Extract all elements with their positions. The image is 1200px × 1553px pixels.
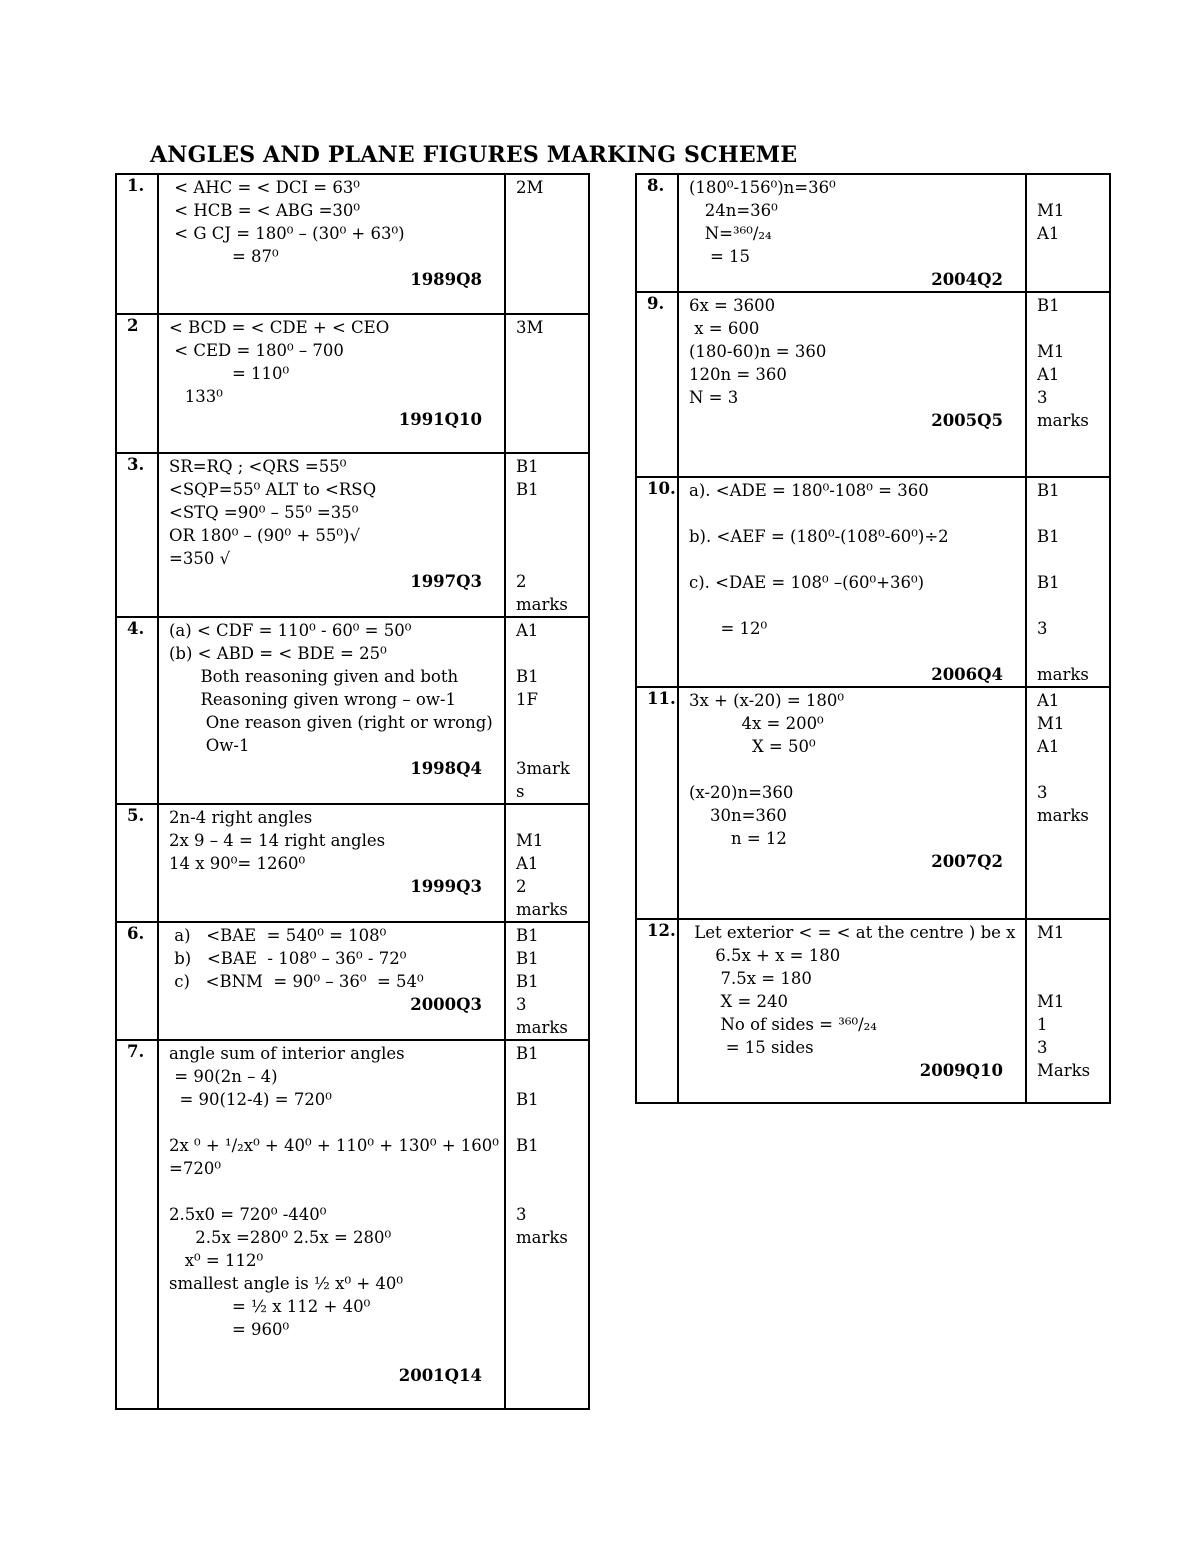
working-line — [689, 502, 1025, 525]
mark-entry — [1037, 967, 1109, 990]
working-cell — [158, 174, 505, 314]
working-cell — [158, 922, 505, 1040]
working-line: 2.5x =280⁰ 2.5x = 280⁰ — [169, 1228, 392, 1247]
working-line — [689, 758, 1025, 781]
marking-table-right — [635, 173, 1111, 1104]
mark-entry: 3mark — [516, 759, 570, 778]
working-line: x⁰ = 112⁰ — [169, 1251, 264, 1270]
working-line: < G CJ = 180⁰ – (30⁰ + 63⁰) — [169, 224, 405, 243]
working-line: No of sides = ³⁶⁰/₂₄ — [689, 1015, 877, 1034]
working-line: (180-60)n = 360 — [689, 342, 827, 361]
working-line: smallest angle is ½ x⁰ + 40⁰ — [169, 1274, 403, 1293]
working-line: 14 x 90⁰= 1260⁰ — [169, 854, 306, 873]
mark-entry: A1 — [1037, 224, 1060, 243]
working-cell — [158, 314, 505, 453]
question-number: 10. — [636, 477, 678, 687]
mark-entry: B1 — [516, 949, 539, 968]
table-row — [636, 477, 1110, 687]
mark-entry: B1 — [516, 1044, 539, 1063]
table-row — [116, 174, 589, 314]
question-number: 8. — [636, 174, 678, 292]
working-line — [169, 1111, 504, 1134]
working-cell — [678, 292, 1026, 477]
marks-cell — [505, 1040, 589, 1409]
working-line: < AHC = < DCI = 63⁰ — [169, 178, 360, 197]
working-line — [169, 1341, 504, 1364]
mark-entry — [516, 547, 588, 570]
working-line: n = 12 — [689, 829, 787, 848]
table-row — [116, 804, 589, 922]
marks-cell — [505, 174, 589, 314]
mark-entry — [1037, 758, 1109, 781]
mark-entry: A1 — [1037, 691, 1060, 710]
working-line: <SQP=55⁰ ALT to <RSQ — [169, 480, 377, 499]
mark-entry: marks — [1037, 806, 1089, 825]
table-row — [116, 922, 589, 1040]
working-cell — [678, 477, 1026, 687]
working-line: a) <BAE = 540⁰ = 108⁰ — [169, 926, 387, 945]
mark-entry: A1 — [516, 854, 539, 873]
working-line: 2.5x0 = 720⁰ -440⁰ — [169, 1205, 327, 1224]
question-number: 7. — [116, 1040, 158, 1409]
mark-entry: 2 — [516, 572, 527, 591]
working-line: b) <BAE - 108⁰ – 36⁰ - 72⁰ — [169, 949, 407, 968]
working-line: c). <DAE = 108⁰ –(60⁰+36⁰) — [689, 573, 925, 592]
exam-reference: 2005Q5 — [931, 411, 1003, 430]
mark-entry: marks — [516, 900, 568, 919]
question-number: 11. — [636, 687, 678, 919]
mark-entry: M1 — [1037, 714, 1065, 733]
marks-cell — [1026, 174, 1110, 292]
mark-entry — [516, 711, 588, 734]
working-line: (b) < ABD = < BDE = 25⁰ — [169, 644, 387, 663]
marks-cell — [1026, 687, 1110, 919]
mark-entry: 2M — [516, 178, 544, 197]
working-line: OR 180⁰ – (90⁰ + 55⁰)√ — [169, 526, 360, 545]
mark-entry: marks — [516, 595, 568, 614]
working-cell — [158, 804, 505, 922]
mark-entry — [1037, 640, 1109, 663]
working-line: 6x = 3600 — [689, 296, 776, 315]
working-line: (x-20)n=360 — [689, 783, 794, 802]
question-number: 2 — [116, 314, 158, 453]
mark-entry: 3 — [1037, 619, 1048, 638]
working-line: 133⁰ — [169, 387, 223, 406]
mark-entry: 1F — [516, 690, 538, 709]
working-line: N = 3 — [689, 388, 739, 407]
exam-reference: 2009Q10 — [919, 1061, 1003, 1080]
working-line: 7.5x = 180 — [689, 969, 812, 988]
question-number: 6. — [116, 922, 158, 1040]
mark-entry: M1 — [516, 831, 544, 850]
marking-table-left — [115, 173, 590, 1410]
mark-entry: 3 — [516, 995, 527, 1014]
working-line: = 87⁰ — [169, 247, 279, 266]
working-line: =720⁰ — [169, 1159, 221, 1178]
working-line: X = 50⁰ — [689, 737, 816, 756]
mark-entry — [1037, 944, 1109, 967]
working-line: = 110⁰ — [169, 364, 290, 383]
working-line: SR=RQ ; <QRS =55⁰ — [169, 457, 347, 476]
mark-entry — [1037, 176, 1109, 199]
mark-entry: 3 — [1037, 783, 1048, 802]
working-line: Reasoning given wrong – ow-1 — [169, 690, 457, 709]
working-line: angle sum of interior angles — [169, 1044, 405, 1063]
working-line: Let exterior < = < at the centre ) be x — [689, 923, 1016, 942]
working-line: 4x = 200⁰ — [689, 714, 824, 733]
marks-cell — [505, 314, 589, 453]
question-number: 9. — [636, 292, 678, 477]
working-line: 120n = 360 — [689, 365, 787, 384]
working-line: 2n-4 right angles — [169, 808, 313, 827]
working-cell — [678, 687, 1026, 919]
question-number: 12. — [636, 919, 678, 1103]
working-line: = 15 sides — [689, 1038, 814, 1057]
mark-entry — [516, 524, 588, 547]
working-line: < HCB = < ABG =30⁰ — [169, 201, 361, 220]
working-cell — [678, 919, 1026, 1103]
mark-entry: marks — [1037, 411, 1089, 430]
working-line: = 15 — [689, 247, 751, 266]
working-line: x = 600 — [689, 319, 760, 338]
mark-entry: B1 — [516, 667, 539, 686]
working-line: (a) < CDF = 110⁰ - 60⁰ = 50⁰ — [169, 621, 412, 640]
mark-entry — [1037, 317, 1109, 340]
marks-cell — [505, 617, 589, 804]
working-line: One reason given (right or wrong) — [169, 713, 493, 732]
exam-reference: 1991Q10 — [398, 410, 482, 429]
mark-entry: 3M — [516, 318, 544, 337]
table-row — [116, 314, 589, 453]
mark-entry: B1 — [516, 480, 539, 499]
table-row — [636, 919, 1110, 1103]
working-line: <STQ =90⁰ – 55⁰ =35⁰ — [169, 503, 359, 522]
working-line: = 960⁰ — [169, 1320, 290, 1339]
question-number: 4. — [116, 617, 158, 804]
mark-entry — [516, 1111, 588, 1134]
working-line: Both reasoning given and both — [169, 667, 459, 686]
mark-entry: B1 — [516, 1090, 539, 1109]
working-line: b). <AEF = (180⁰-(108⁰-60⁰)÷2 — [689, 527, 949, 546]
working-line: 6.5x + x = 180 — [689, 946, 841, 965]
working-cell — [158, 1040, 505, 1409]
mark-entry: A1 — [1037, 737, 1060, 756]
mark-entry — [1037, 548, 1109, 571]
mark-entry — [516, 501, 588, 524]
table-row — [636, 292, 1110, 477]
mark-entry: 3 — [1037, 388, 1048, 407]
mark-entry: M1 — [1037, 342, 1065, 361]
mark-entry: B1 — [1037, 481, 1060, 500]
mark-entry — [516, 1180, 588, 1203]
exam-reference: 2000Q3 — [410, 995, 482, 1014]
exam-reference: 2004Q2 — [931, 270, 1003, 289]
mark-entry — [516, 806, 588, 829]
working-line: < BCD = < CDE + < CEO — [169, 318, 390, 337]
mark-entry: 2 — [516, 877, 527, 896]
working-line: X = 240 — [689, 992, 789, 1011]
mark-entry — [516, 1065, 588, 1088]
working-cell — [158, 453, 505, 617]
mark-entry: 3 — [1037, 1038, 1048, 1057]
page-title: ANGLES AND PLANE FIGURES MARKING SCHEME — [150, 142, 798, 168]
mark-entry: s — [516, 782, 525, 801]
mark-entry — [1037, 502, 1109, 525]
working-line: a). <ADE = 180⁰-108⁰ = 360 — [689, 481, 929, 500]
working-line: 2x ⁰ + ¹/₂x⁰ + 40⁰ + 110⁰ + 130⁰ + 160⁰ — [169, 1136, 499, 1155]
mark-entry: B1 — [516, 926, 539, 945]
table-row — [636, 687, 1110, 919]
table-row — [116, 453, 589, 617]
marks-cell — [1026, 919, 1110, 1103]
mark-entry: marks — [1037, 665, 1089, 684]
table-row — [116, 617, 589, 804]
working-line: < CED = 180⁰ – 700 — [169, 341, 344, 360]
exam-reference: 2006Q4 — [931, 665, 1003, 684]
exam-reference: 1998Q4 — [410, 759, 482, 778]
mark-entry: marks — [516, 1228, 568, 1247]
mark-entry: A1 — [516, 621, 539, 640]
working-line: N=³⁶⁰/₂₄ — [689, 224, 772, 243]
marks-cell — [1026, 477, 1110, 687]
marks-cell — [505, 453, 589, 617]
working-line: 24n=36⁰ — [689, 201, 778, 220]
mark-entry — [516, 734, 588, 757]
mark-entry: marks — [516, 1018, 568, 1037]
exam-reference: 2001Q14 — [398, 1366, 482, 1385]
mark-entry: M1 — [1037, 923, 1065, 942]
exam-reference: 2007Q2 — [931, 852, 1003, 871]
mark-entry: 3 — [516, 1205, 527, 1224]
marks-cell — [505, 804, 589, 922]
mark-entry: B1 — [1037, 573, 1060, 592]
working-line: Ow-1 — [169, 736, 250, 755]
question-number: 3. — [116, 453, 158, 617]
exam-reference: 1999Q3 — [410, 877, 482, 896]
working-line — [689, 640, 1025, 663]
working-line — [689, 548, 1025, 571]
working-line — [169, 1180, 504, 1203]
mark-entry: B1 — [516, 457, 539, 476]
mark-entry — [516, 642, 588, 665]
working-line — [689, 594, 1025, 617]
working-line: = ½ x 112 + 40⁰ — [169, 1297, 371, 1316]
table-row — [636, 174, 1110, 292]
mark-entry: M1 — [1037, 201, 1065, 220]
mark-entry — [1037, 594, 1109, 617]
working-line: = 90(12-4) = 720⁰ — [169, 1090, 332, 1109]
mark-entry — [516, 1157, 588, 1180]
working-line: = 12⁰ — [689, 619, 768, 638]
mark-entry: Marks — [1037, 1061, 1091, 1080]
working-cell — [158, 617, 505, 804]
table-row — [116, 1040, 589, 1409]
marks-cell — [505, 922, 589, 1040]
working-line: 3x + (x-20) = 180⁰ — [689, 691, 845, 710]
question-number: 5. — [116, 804, 158, 922]
mark-entry: B1 — [1037, 296, 1060, 315]
exam-reference: 1989Q8 — [410, 270, 482, 289]
working-cell — [678, 174, 1026, 292]
mark-entry: M1 — [1037, 992, 1065, 1011]
mark-entry: B1 — [516, 972, 539, 991]
mark-entry: A1 — [1037, 365, 1060, 384]
working-line: 30n=360 — [689, 806, 787, 825]
mark-entry: 1 — [1037, 1015, 1048, 1034]
mark-entry: B1 — [1037, 527, 1060, 546]
exam-reference: 1997Q3 — [410, 572, 482, 591]
working-line: (180⁰-156⁰)n=36⁰ — [689, 178, 836, 197]
working-line: 2x 9 – 4 = 14 right angles — [169, 831, 386, 850]
question-number: 1. — [116, 174, 158, 314]
working-line: = 90(2n – 4) — [169, 1067, 278, 1086]
marks-cell — [1026, 292, 1110, 477]
mark-entry: B1 — [516, 1136, 539, 1155]
working-line: =350 √ — [169, 549, 231, 568]
working-line: c) <BNM = 90⁰ – 36⁰ = 54⁰ — [169, 972, 424, 991]
